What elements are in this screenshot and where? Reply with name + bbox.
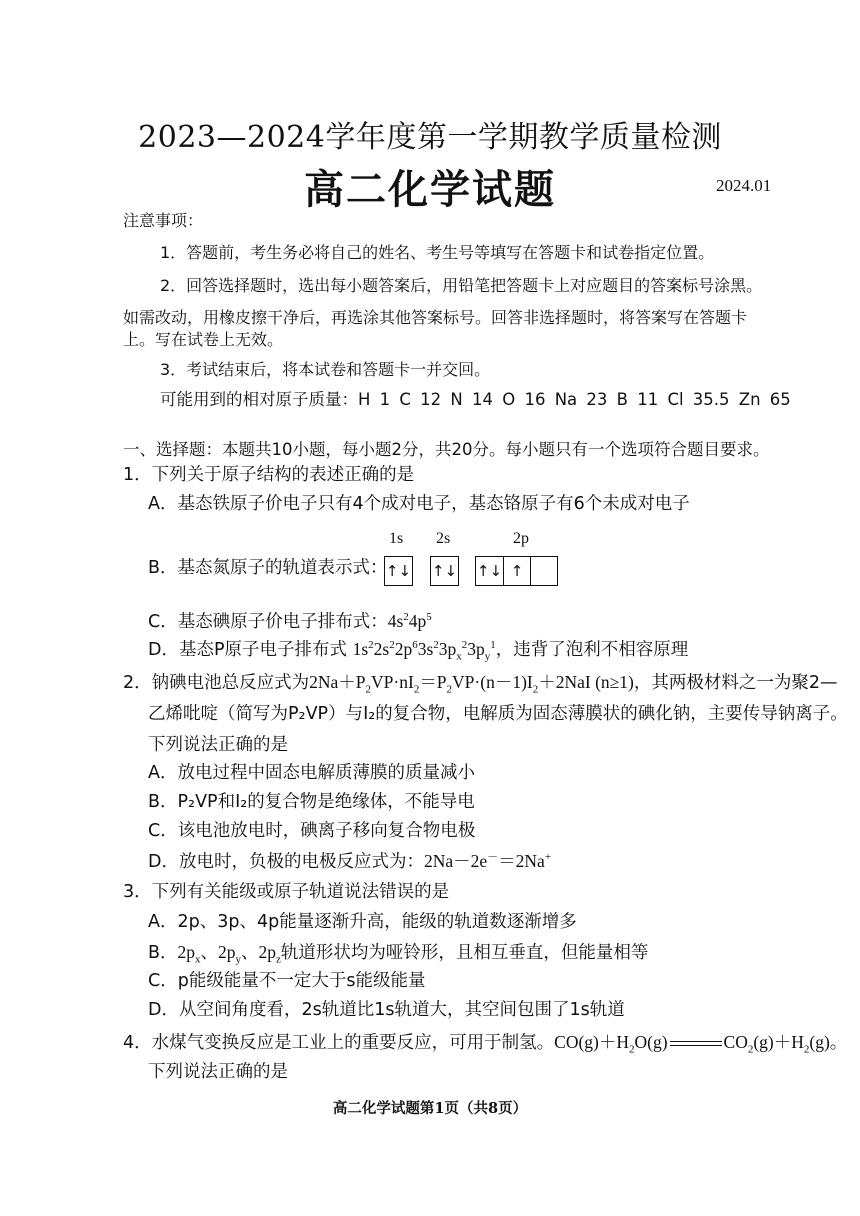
q2-option-d: D．放电时，负极的电极反应式为：2Na－2e－＝2Na+ (148, 850, 552, 872)
q2-option-a: A．放电过程中固态电解质薄膜的质量减小 (148, 763, 475, 783)
note-item-2-line3: 上。写在试卷上无效。 (123, 330, 284, 349)
q4-stem: 4．水煤气变换反应是工业上的重要反应，可用于制氢。$CO(g)+H_2O(g)$ $CO_2(g)+H_2(g)$。 (123, 1032, 848, 1056)
note-item-2-line2: 如需改动，用橡皮擦干净后，再选涂其他答案标号。回答非选择题时，将答案写在答题卡 (123, 308, 748, 327)
q2-line3: 下列说法正确的是 (148, 735, 288, 755)
orbital-cell (530, 557, 557, 585)
q1-option-c-text: C．基态碘原子价电子排布式： (148, 611, 388, 632)
orbital-box-2p (475, 556, 558, 586)
orbital-label-2p: 2p (513, 530, 529, 547)
q1-stem: 1．下列关于原子结构的表述正确的是 (123, 465, 415, 485)
q1-option-d: D．基态P原子电子排布式 $1s^22s^22p^63s^23p_x^23p_y^1$，违背了泡利不相容原理 (148, 638, 689, 663)
orbital-cell: ↑↓ (385, 562, 412, 580)
atomic-masses: 可能用到的相对原子质量：H 1 C 12 N 14 O 16 Na 23 B 11 Cl 35.5 Zn 65 (160, 390, 791, 409)
q2-option-d-prefix: D．放电时，负极的电极反应式为： (148, 851, 424, 872)
q3-option-b: B．$2p_x$、$2p_y$、$2p_z$轨道形状均为哑铃形，且相互垂直，但能量相等 (148, 942, 649, 966)
q4-line2: 下列说法正确的是 (148, 1062, 288, 1082)
q1-option-d-prefix: D．基态P原子电子排布式 (148, 639, 348, 660)
q2-line1: 2．钠碘电池总反应式为$2Na+P_2VP\cdot nI_2=P_2VP\cdot(n-1)I_2+2NaI$ (n≥1)，其两极材料之一为聚2— (123, 672, 838, 696)
exam-subtitle: 高二化学试题 (304, 166, 556, 213)
note-item-2-line1: 2．回答选择题时，选出每小题答案后，用铅笔把答题卡上对应题目的答案标号涂黑。 (160, 276, 763, 295)
orbital-box-1s (384, 556, 413, 586)
orbital-cell: ↑↓ (476, 562, 503, 580)
q3-option-c: C．p能级能量不一定大于s能级能量 (148, 971, 426, 991)
orbital-label-2s: 2s (436, 530, 451, 547)
q1-option-a: A．基态铁原子价电子只有4个成对电子，基态铬原子有6个未成对电子 (148, 494, 690, 514)
orbital-label-1s: 1s (389, 530, 404, 547)
q2-option-b: B．P₂VP和I₂的复合物是绝缘体，不能导电 (148, 792, 475, 812)
q3-option-a: A．2p、3p、4p能量逐渐升高，能级的轨道数逐渐增多 (148, 912, 577, 932)
q1-option-b: B．基态氮原子的轨道表示式： (148, 558, 388, 578)
q3-option-d: D．从空间角度看，2s轨道比1s轨道大，其空间包围了1s轨道 (148, 1000, 625, 1020)
q3-stem: 3．下列有关能级或原子轨道说法错误的是 (123, 882, 450, 902)
orbital-cell: ↑ (503, 557, 530, 585)
equilibrium-arrow (670, 1039, 722, 1049)
orbital-cell: ↑↓ (431, 562, 458, 580)
q1-option-d-suffix: ，违背了泡利不相容原理 (495, 639, 689, 660)
orbital-box-2s (430, 556, 459, 586)
q2-line1-prefix: 2．钠碘电池总反应式为 (123, 673, 310, 693)
q2-line1-tail: ，其两极材料之一为聚2— (633, 673, 838, 693)
exam-date: 2024.01 (716, 176, 772, 195)
page-footer: 高二化学试题第1页（共8页） (332, 1100, 528, 1117)
section-heading: 一、选择题：本题共10小题，每小题2分，共20分。每小题只有一个选项符合题目要求。 (123, 440, 770, 459)
q1-option-c: C．基态碘原子价电子排布式：$4s^24p^5$ (148, 610, 432, 632)
note-item-3: 3．考试结束后，将本试卷和答题卡一并交回。 (160, 360, 491, 379)
q2-line2: 乙烯吡啶（简写为P₂VP）与I₂的复合物，电解质为固态薄膜状的碘化钠，主要传导钠离子。 (148, 704, 848, 724)
q3-option-b-suffix: 轨道形状均为哑铃形，且相互垂直，但能量相等 (280, 943, 649, 963)
exam-title: 2023—2024学年度第一学期教学质量检测 (138, 120, 722, 155)
note-item-1: 1．答题前，考生务必将自己的姓名、考生号等填写在答题卡和试卷指定位置。 (160, 243, 715, 262)
q4-stem-prefix: 4．水煤气变换反应是工业上的重要反应，可用于制氢。 (123, 1033, 555, 1053)
q3-option-b-prefix: B． (148, 943, 178, 963)
notes-heading: 注意事项： (123, 211, 204, 230)
q2-option-c: C．该电池放电时，碘离子移向复合物电极 (148, 821, 476, 841)
